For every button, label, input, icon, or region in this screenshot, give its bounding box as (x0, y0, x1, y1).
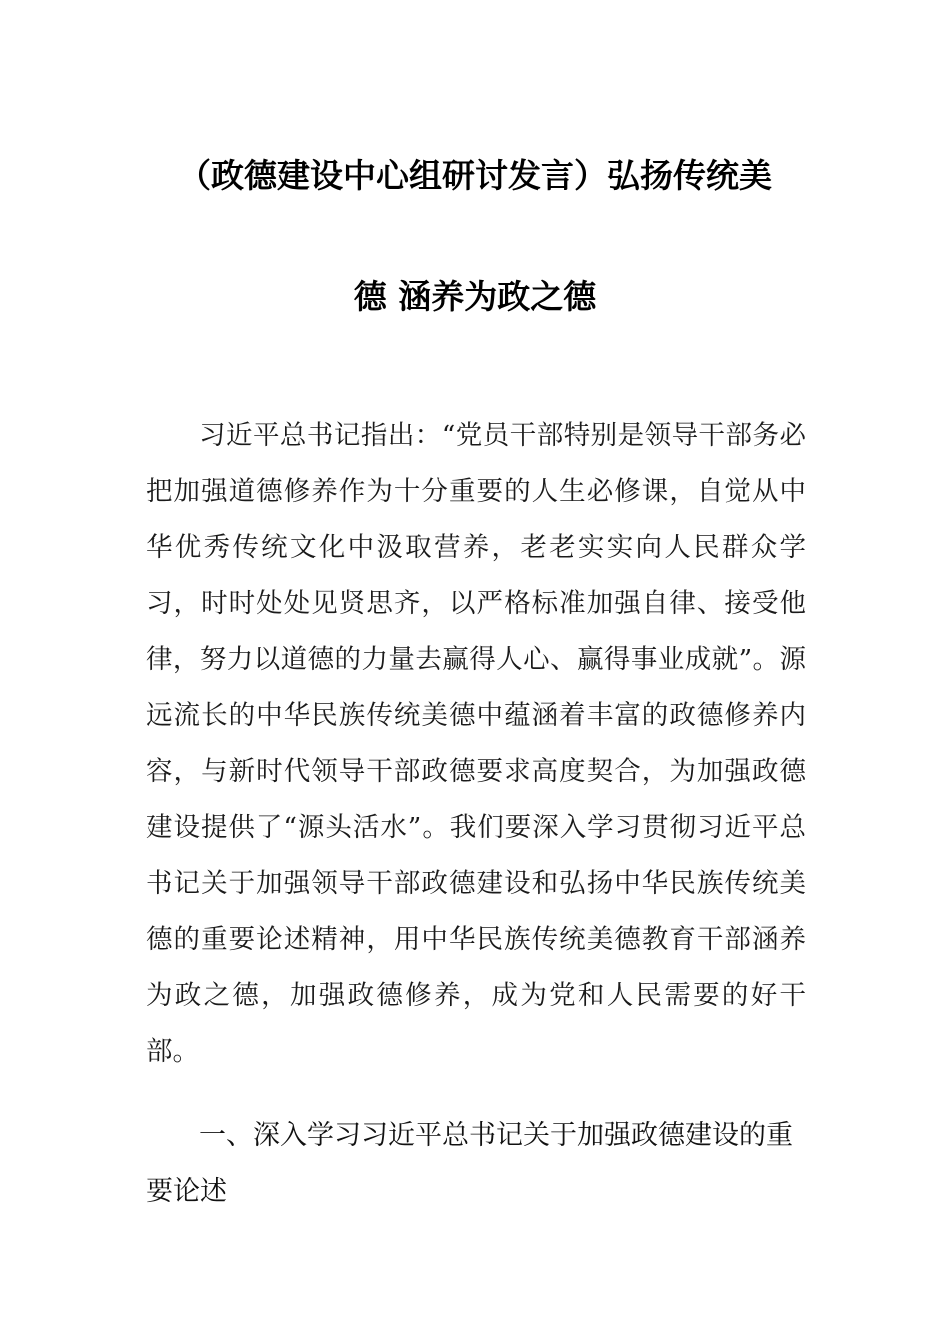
document-title-line-2: 德 涵养为政之德 (353, 277, 597, 316)
body-paragraph: 习近平总书记指出：“党员干部特别是领导干部务必把加强道德修养作为十分重要的人生必修课，自觉从中华优秀传统文化中汲取营养，老老实实向人民群众学习，时时处处见贤思齐，以严格标准加强自律、接受他律，努力以道德的力量去赢得人心、赢得事业成就”。源远流长的中华民族传统美德中蕴涵着丰富的政德修养内容，与新时代领导干部政德要求高度契合，为加强政德建设提供了“源头活水”。我们要深入学习贯彻习近平总书记关于加强领导干部政德建设和弘扬中华民族传统美德的重要论述精神，用中华民族传统美德教育干部涵养为政之德，加强政德修养，成为党和人民需要的好干部。 (146, 420, 806, 1067)
section-heading: 一、深入学习习近平总书记关于加强政德建设的重要论述 (146, 1120, 793, 1207)
document-title-line-1: （政德建设中心组研讨发言）弘扬传统美 (178, 156, 772, 195)
